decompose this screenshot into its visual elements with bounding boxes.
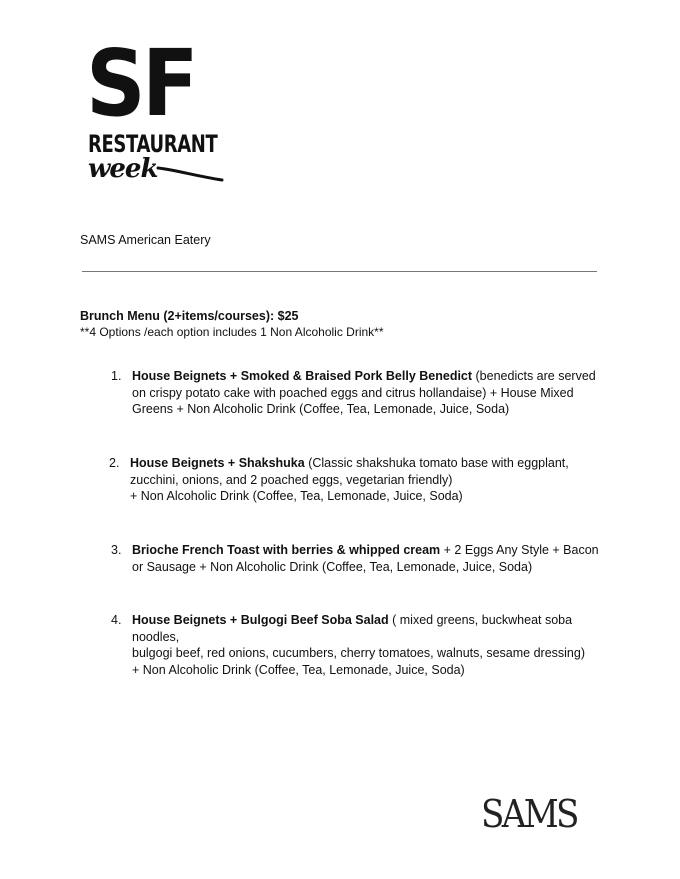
item-desc: Greens + Non Alcoholic Drink (Coffee, Tea, Lemonade, Juice, Soda)	[132, 402, 510, 416]
item-number: 1.	[111, 369, 122, 383]
menu-title: Brunch Menu (2+items/courses): $25	[80, 309, 299, 323]
sams-footer-logo: SAMS	[481, 792, 577, 836]
menu-item-3	[111, 542, 611, 575]
item-desc: on crispy potato cake with poached eggs and citrus hollandaise) + House Mixed	[132, 385, 574, 400]
logo-restaurant-text: RESTAURANT	[88, 130, 218, 158]
item-desc: + Non Alcoholic Drink (Coffee, Tea, Lemonade, Juice, Soda)	[132, 662, 465, 677]
item-number: 3.	[111, 543, 122, 557]
item-desc: bulgogi beef, red onions, cucumbers, cherry tomatoes, walnuts, sesame dressing)	[132, 646, 586, 660]
menu-subtitle: **4 Options /each option includes 1 Non Alcoholic Drink**	[80, 325, 384, 339]
item-desc: zucchini, onions, and 2 poached eggs, vegetarian friendly)	[130, 472, 453, 487]
logo-swash-icon	[156, 162, 226, 184]
item-title: House Beignets + Smoked & Braised Pork Belly Benedict	[132, 369, 473, 383]
divider-line	[82, 271, 597, 272]
item-desc: (Classic shakshuka tomato base with eggplant,	[304, 456, 569, 470]
item-desc: + 2 Eggs Any Style + Bacon	[440, 543, 599, 557]
logo-week-text: week	[88, 154, 158, 184]
sf-restaurant-week-logo	[86, 30, 236, 194]
item-desc: ( mixed greens, buckwheat soba noodles,	[132, 613, 573, 644]
item-desc: (benedicts are served	[472, 369, 596, 383]
menu-item-4	[111, 612, 611, 678]
menu-item-1	[111, 368, 611, 418]
item-title: Brioche French Toast with berries & whipped cream	[132, 543, 441, 557]
logo-sf-text: SF	[86, 30, 195, 137]
item-number: 4.	[111, 613, 122, 627]
menu-item-2	[109, 455, 609, 505]
item-desc: + Non Alcoholic Drink (Coffee, Tea, Lemonade, Juice, Soda)	[130, 489, 463, 503]
item-desc: or Sausage + Non Alcoholic Drink (Coffee, Tea, Lemonade, Juice, Soda)	[132, 559, 533, 574]
restaurant-name: SAMS American Eatery	[80, 233, 211, 247]
item-title: House Beignets + Bulgogi Beef Soba Salad	[132, 613, 389, 627]
item-number: 2.	[109, 456, 120, 470]
item-title: House Beignets + Shakshuka	[130, 456, 305, 470]
